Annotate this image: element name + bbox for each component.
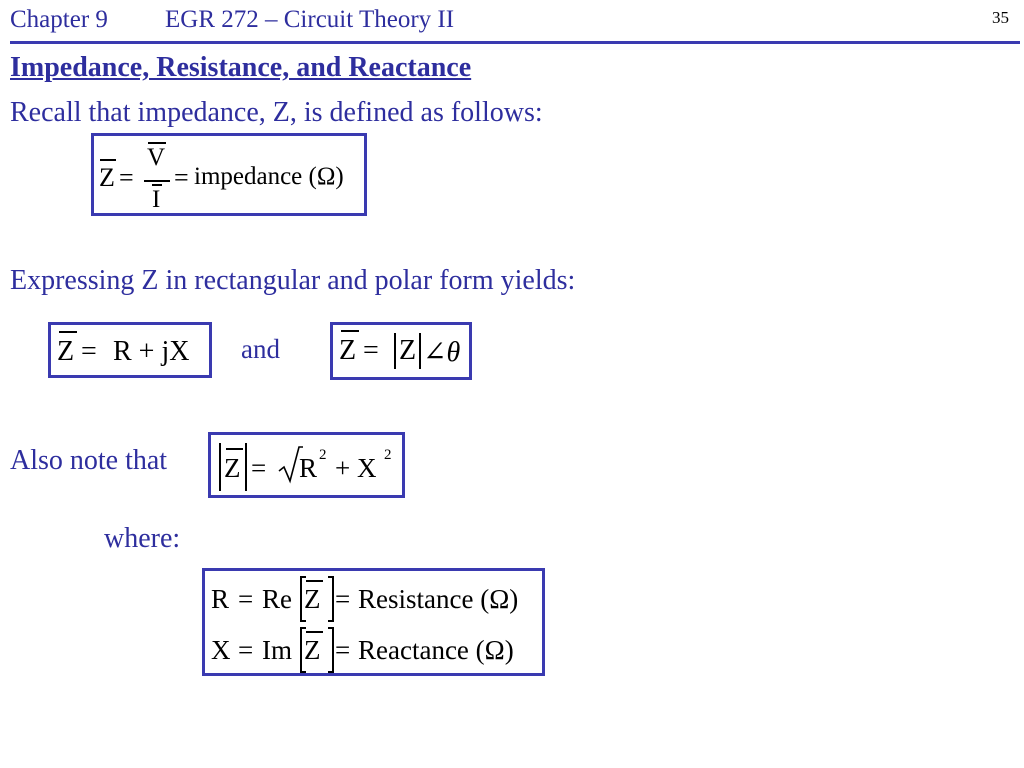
def-denominator-overbar bbox=[152, 184, 162, 186]
row2-var: X bbox=[211, 635, 231, 665]
row2-label: Reactance (Ω) bbox=[358, 635, 514, 665]
mag-lhs-z: Z bbox=[224, 453, 241, 483]
polar-lhs-overbar bbox=[341, 330, 359, 332]
header-rule bbox=[10, 41, 1020, 44]
page-number: 35 bbox=[992, 8, 1009, 27]
mag-r: R bbox=[299, 453, 318, 483]
polar-eq: = bbox=[363, 335, 379, 366]
def-eq2: = bbox=[174, 163, 189, 192]
row1-eq2: = bbox=[335, 584, 351, 614]
def-lhs-overbar bbox=[100, 159, 116, 161]
polar-abs-left bbox=[394, 333, 396, 369]
chapter-label: Chapter 9 bbox=[10, 6, 108, 33]
magnitude-equation-box bbox=[208, 432, 405, 498]
rect-lhs-overbar bbox=[59, 331, 77, 333]
mag-eq: = bbox=[251, 453, 267, 483]
mag-x-exp: 2 bbox=[384, 447, 392, 463]
mag-abs-left bbox=[219, 443, 221, 491]
mag-r-exp: 2 bbox=[319, 447, 327, 463]
row1-op: Re bbox=[262, 584, 292, 614]
polar-equation-box bbox=[330, 322, 472, 380]
expressing-text: Expressing Z in rectangular and polar form yields: bbox=[10, 265, 576, 296]
def-numerator-v: V bbox=[147, 144, 166, 171]
rect-lhs-z: Z bbox=[57, 336, 75, 367]
mag-lhs-overbar bbox=[226, 448, 243, 450]
also-note-text: Also note that bbox=[10, 445, 168, 476]
and-text: and bbox=[241, 334, 280, 364]
row2-arg-z: Z bbox=[304, 635, 321, 665]
polar-lhs-z: Z bbox=[339, 335, 357, 366]
recall-text: Recall that impedance, Z, is defined as follows: bbox=[10, 97, 543, 128]
row1-arg-overbar bbox=[306, 580, 323, 582]
def-lhs-z: Z bbox=[99, 163, 115, 192]
polar-angle: ∠θ bbox=[423, 337, 461, 368]
where-equations-box bbox=[202, 568, 545, 676]
def-denominator-i: I bbox=[152, 186, 161, 213]
rect-eq: = bbox=[81, 336, 97, 367]
row1-var: R bbox=[211, 584, 230, 614]
row2-op: Im bbox=[262, 635, 292, 665]
row2-eq2: = bbox=[335, 635, 351, 665]
row2-arg-overbar bbox=[306, 631, 323, 633]
def-eq1: = bbox=[119, 163, 134, 192]
def-numerator-overbar bbox=[148, 142, 166, 144]
definition-equation-box bbox=[91, 133, 367, 216]
row1-arg-z: Z bbox=[304, 584, 321, 614]
where-text: where: bbox=[104, 523, 181, 554]
rect-rhs: R + jX bbox=[113, 336, 190, 367]
rectangular-equation-box bbox=[48, 322, 212, 378]
slide-title: Impedance, Resistance, and Reactance bbox=[10, 52, 472, 83]
mag-plus-x: + X bbox=[335, 453, 377, 483]
course-title: EGR 272 – Circuit Theory II bbox=[165, 6, 455, 33]
def-fraction-line bbox=[144, 180, 170, 182]
row1-label: Resistance (Ω) bbox=[358, 584, 519, 614]
row1-eq: = bbox=[238, 584, 254, 614]
polar-abs-right bbox=[419, 333, 421, 369]
polar-mag-z: Z bbox=[399, 335, 417, 366]
mag-abs-right bbox=[245, 443, 247, 491]
row2-eq: = bbox=[238, 635, 254, 665]
def-rhs: impedance (Ω) bbox=[194, 163, 344, 190]
